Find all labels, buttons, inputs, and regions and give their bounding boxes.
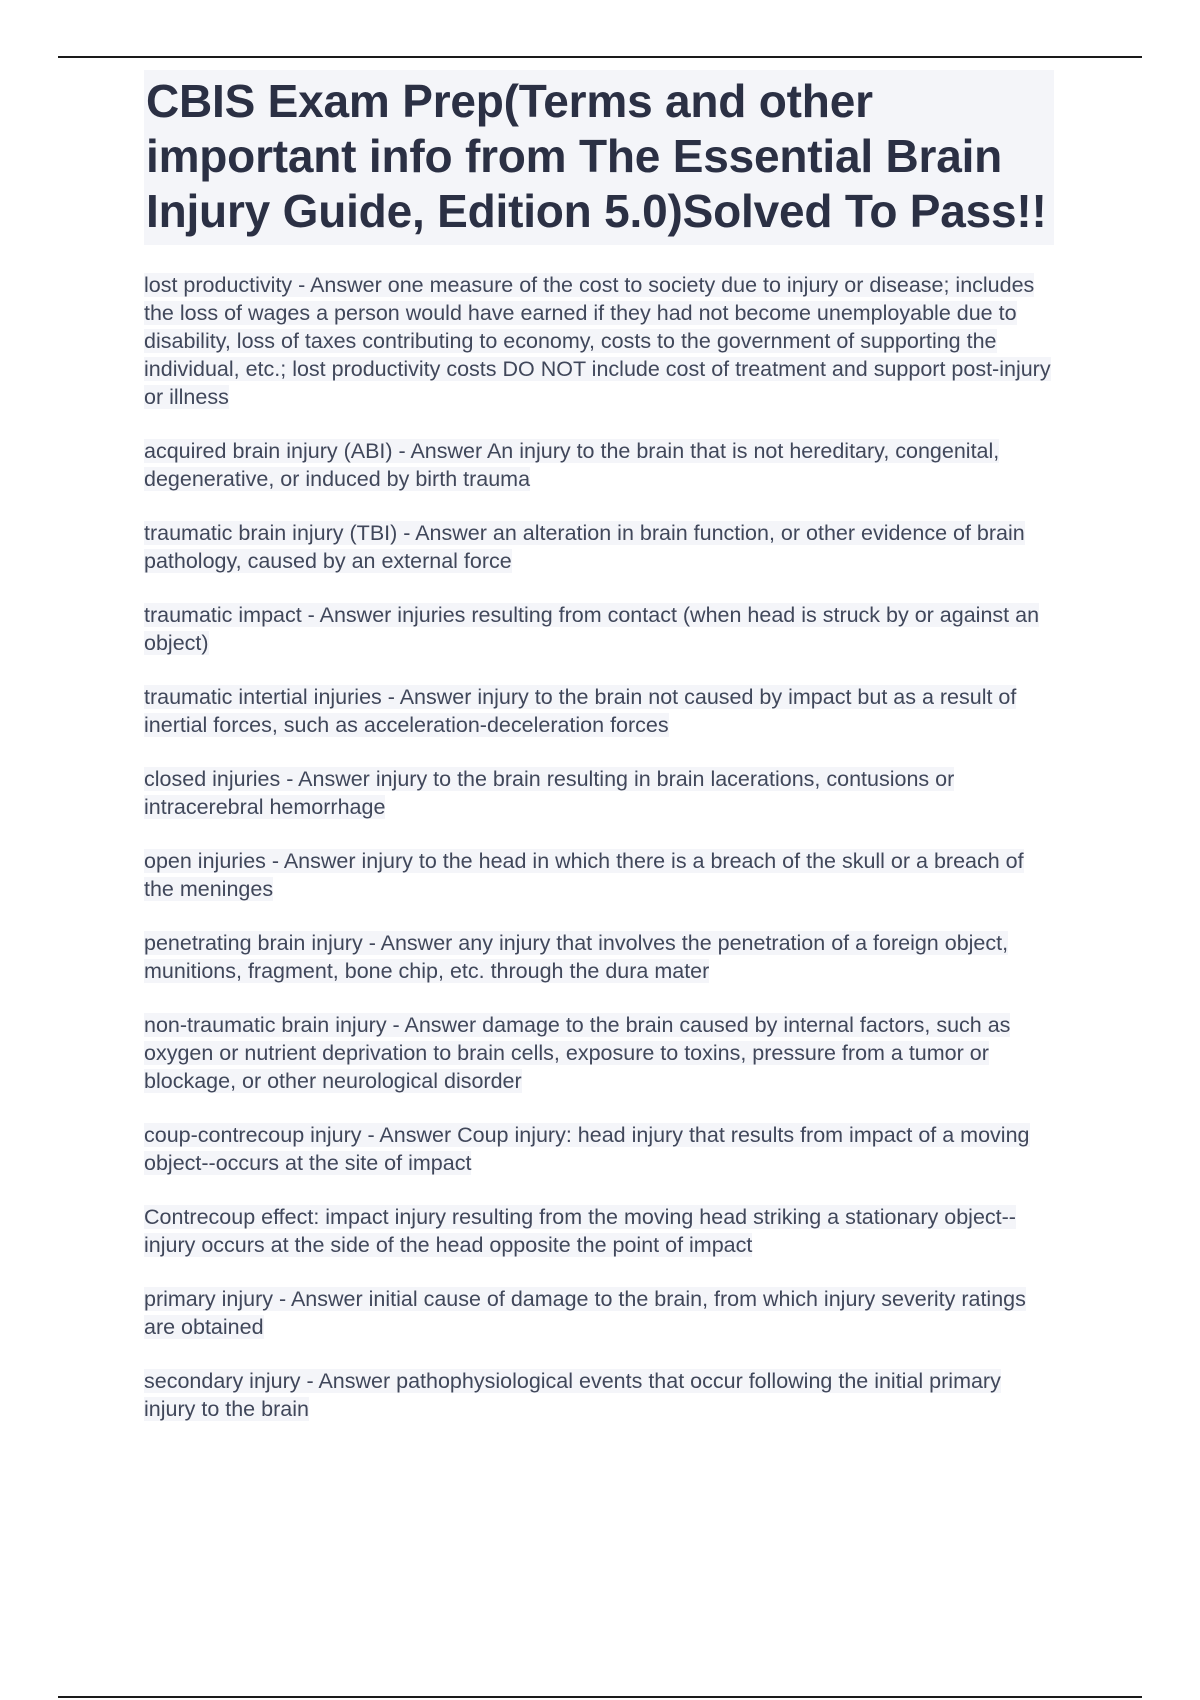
term-entry-text: coup-contrecoup injury - Answer Coup injury: head injury that results from impact of a moving object--occurs at the site of impact <box>144 1123 1030 1175</box>
term-entry <box>144 1011 1054 1095</box>
term-entry <box>144 683 1054 739</box>
term-entry-text: primary injury - Answer initial cause of damage to the brain, from which injury severity ratings are obtained <box>144 1287 1026 1339</box>
document-title: CBIS Exam Prep(Terms and other important info from The Essential Brain Injury Guide, Edition 5.0)Solved To Pass!! <box>146 75 1047 237</box>
term-entry-text: acquired brain injury (ABI) - Answer An injury to the brain that is not hereditary, congenital, degenerative, or induced by birth trauma <box>144 439 1000 491</box>
term-entry-text: traumatic impact - Answer injuries resulting from contact (when head is struck by or against an object) <box>144 603 1040 655</box>
term-entry <box>144 271 1054 411</box>
title-block <box>144 70 1054 245</box>
term-entry-text: lost productivity - Answer one measure of the cost to society due to injury or disease; includes the loss of wages a person would have earned if they had not become unemployable due to disability, loss of taxes contributing to economy, costs to the government of supporting the individual, etc.; lost productivity costs DO NOT include cost of treatment and support post-injury or illness <box>144 273 1051 409</box>
top-rule <box>58 56 1142 58</box>
term-entry-text: closed injuries - Answer injury to the brain resulting in brain lacerations, contusions or intracerebral hemorrhage <box>144 767 955 819</box>
term-entry-text: Contrecoup effect: impact injury resulting from the moving head striking a stationary object--injury occurs at the side of the head opposite the point of impact <box>144 1205 1016 1257</box>
term-entry-text: traumatic brain injury (TBI) - Answer an alteration in brain function, or other evidence of brain pathology, caused by an external force <box>144 521 1025 573</box>
term-entry <box>144 437 1054 493</box>
term-entry <box>144 601 1054 657</box>
term-entry <box>144 519 1054 575</box>
term-entry <box>144 1367 1054 1423</box>
document-body <box>144 70 1054 1449</box>
term-entry <box>144 929 1054 985</box>
term-entry <box>144 1285 1054 1341</box>
term-entry <box>144 1203 1054 1259</box>
term-entry-text: penetrating brain injury - Answer any injury that involves the penetration of a foreign object, munitions, fragment, bone chip, etc. through the dura mater <box>144 931 1009 983</box>
term-entry-text: secondary injury - Answer pathophysiological events that occur following the initial primary injury to the brain <box>144 1369 1001 1421</box>
term-entry <box>144 847 1054 903</box>
term-entry-text: non-traumatic brain injury - Answer damage to the brain caused by internal factors, such as oxygen or nutrient deprivation to brain cells, exposure to toxins, pressure from a tumor or blockage, or other neurological disorder <box>144 1013 1011 1093</box>
term-entry <box>144 765 1054 821</box>
bottom-rule <box>58 1696 1142 1698</box>
term-entry-text: open injuries - Answer injury to the head in which there is a breach of the skull or a breach of the meninges <box>144 849 1024 901</box>
term-entry <box>144 1121 1054 1177</box>
term-entry-text: traumatic intertial injuries - Answer injury to the brain not caused by impact but as a result of inertial forces, such as acceleration-deceleration forces <box>144 685 1017 737</box>
